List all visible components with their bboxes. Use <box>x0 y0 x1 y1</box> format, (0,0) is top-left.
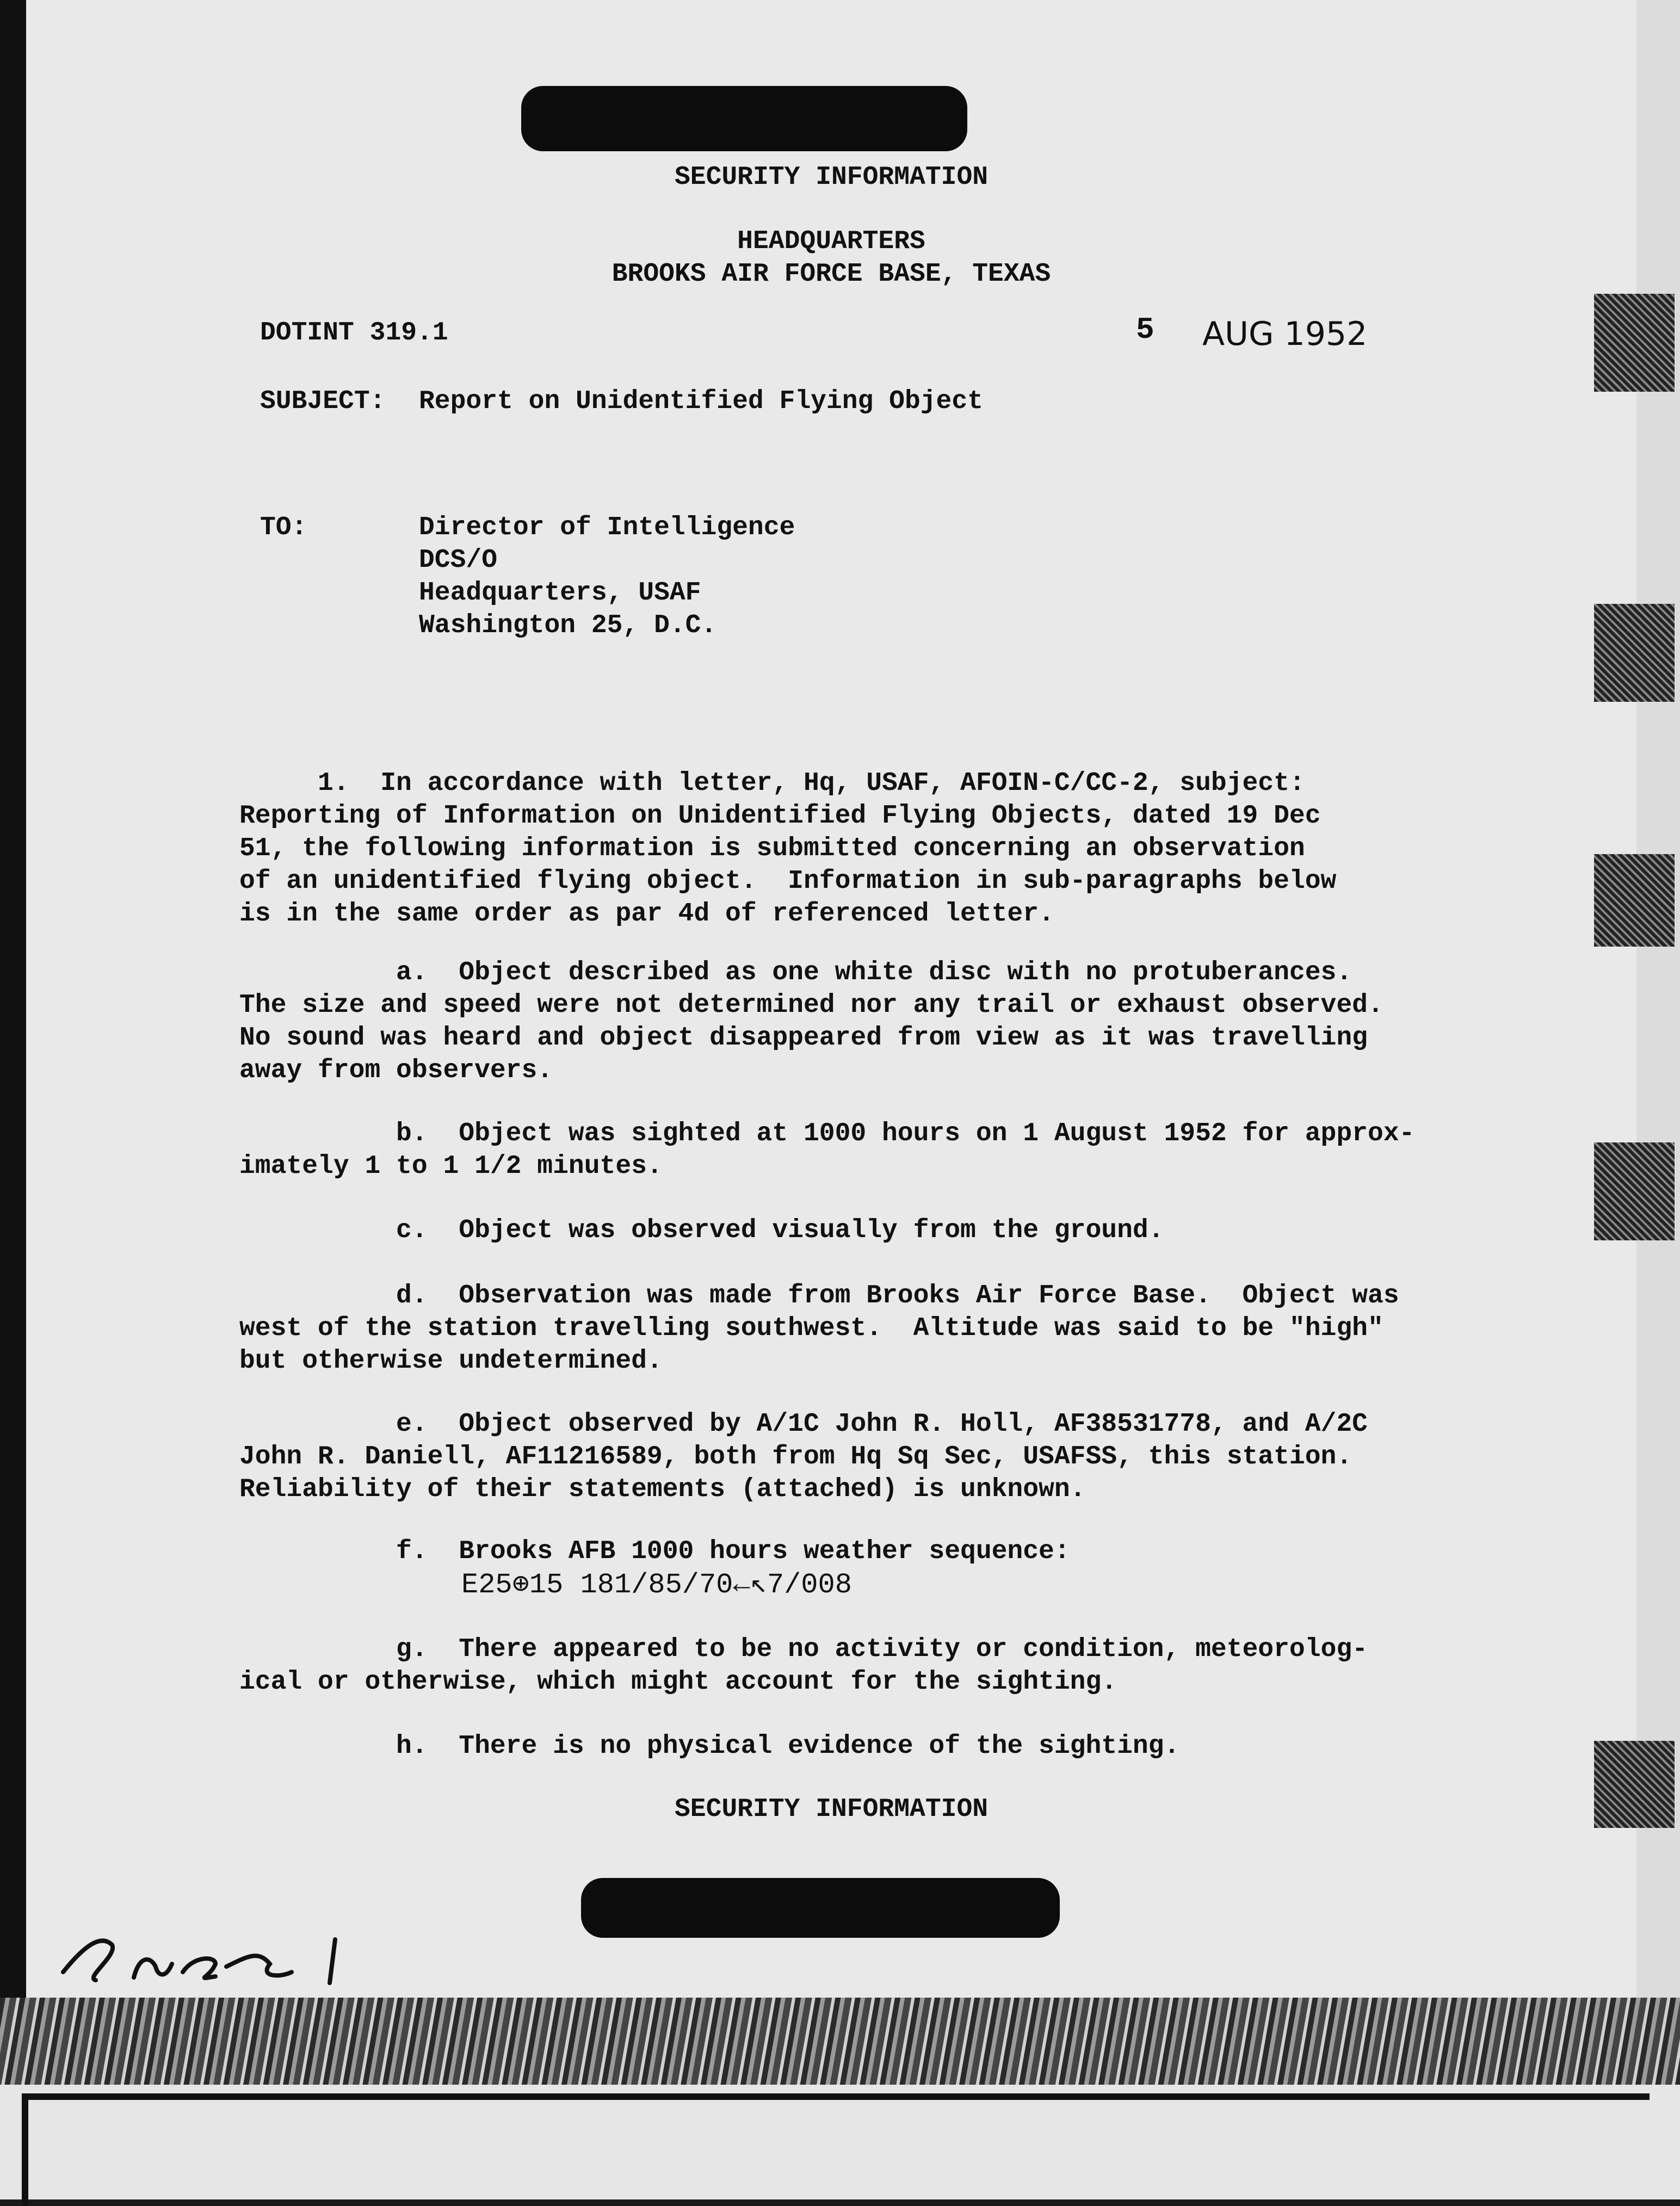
body-line: No sound was heard and object disappeared from view as it was travelling <box>239 1023 1368 1053</box>
body-line: imately 1 to 1 1/2 minutes. <box>239 1152 663 1181</box>
subject-text: Report on Unidentified Flying Object <box>419 387 983 416</box>
footer-security-marking: SECURITY INFORMATION <box>674 1795 989 1824</box>
paragraph-f: f. Brooks AFB 1000 hours weather sequence: <box>239 1537 1070 1566</box>
scan-artifact <box>1594 1741 1675 1828</box>
handwritten-text: Incl 1 <box>52 1912 54 1913</box>
base-heading: BROOKS AIR FORCE BASE, TEXAS <box>612 259 1051 289</box>
header-security-marking: SECURITY INFORMATION <box>674 163 989 192</box>
scan-artifact <box>1594 294 1675 392</box>
body-line: b. Object was sighted at 1000 hours on 1 August 1952 for approx- <box>239 1119 1415 1148</box>
body-line: The size and speed were not determined nor any trail or exhaust observed. <box>239 991 1383 1020</box>
scan-frame-corner <box>22 2093 1650 2206</box>
body-line: g. There appeared to be no activity or condition, meteorolog- <box>239 1635 1368 1664</box>
paragraph-c: c. Object was observed visually from the ground. <box>239 1216 1164 1245</box>
paragraph-h: h. There is no physical evidence of the sighting. <box>239 1732 1180 1761</box>
bottom-redaction <box>581 1878 1060 1938</box>
subject-label: SUBJECT: <box>260 387 386 416</box>
date-day: 5 <box>1136 312 1154 347</box>
addressee-line: Washington 25, D.C. <box>419 611 717 640</box>
body-line: west of the station travelling southwest. Altitude was said to be "high" <box>239 1314 1383 1343</box>
addressee-line: Headquarters, USAF <box>419 578 701 608</box>
top-redaction <box>521 86 967 151</box>
body-line: of an unidentified flying object. Information in sub-paragraphs below <box>239 867 1337 896</box>
body-line: Reliability of their statements (attached) is unknown. <box>239 1475 1086 1504</box>
body-line: away from observers. <box>239 1056 553 1085</box>
to-label: TO: <box>260 513 307 542</box>
addressee-line: DCS/O <box>419 546 498 575</box>
scan-left-edge <box>0 0 26 1998</box>
weather-sequence: E25⊕15 181/85/70←↖7/008 <box>461 1569 852 1601</box>
body-line: Reporting of Information on Unidentified Flying Objects, dated 19 Dec <box>239 801 1321 831</box>
file-number: DOTINT 319.1 <box>260 318 448 348</box>
body-line: John R. Daniell, AF11216589, both from Hq Sq Sec, USAFSS, this station. <box>239 1442 1352 1472</box>
body-line: e. Object observed by A/1C John R. Holl, AF38531778, and A/2C <box>239 1410 1368 1439</box>
body-line: 51, the following information is submitted concerning an observation <box>239 834 1305 863</box>
scan-artifact <box>1594 854 1675 947</box>
body-line: ical or otherwise, which might account for the sighting. <box>239 1667 1117 1697</box>
date-stamp: AUG 1952 <box>1202 315 1368 353</box>
document-page <box>26 0 1636 1998</box>
handwritten-enclosure-note <box>52 1912 357 1994</box>
scan-noise-band <box>0 1998 1680 2085</box>
addressee-line: Director of Intelligence <box>419 513 795 542</box>
scan-artifact <box>1594 604 1675 702</box>
headquarters-heading: HEADQUARTERS <box>737 227 925 256</box>
body-line: 1. In accordance with letter, Hq, USAF, AFOIN-C/CC-2, subject: <box>239 769 1305 798</box>
scan-artifact <box>1594 1142 1675 1240</box>
body-line: is in the same order as par 4d of referenced letter. <box>239 899 1054 929</box>
body-line: d. Observation was made from Brooks Air Force Base. Object was <box>239 1281 1399 1311</box>
body-line: but otherwise undetermined. <box>239 1346 663 1376</box>
body-line: a. Object described as one white disc with no protuberances. <box>239 958 1352 987</box>
